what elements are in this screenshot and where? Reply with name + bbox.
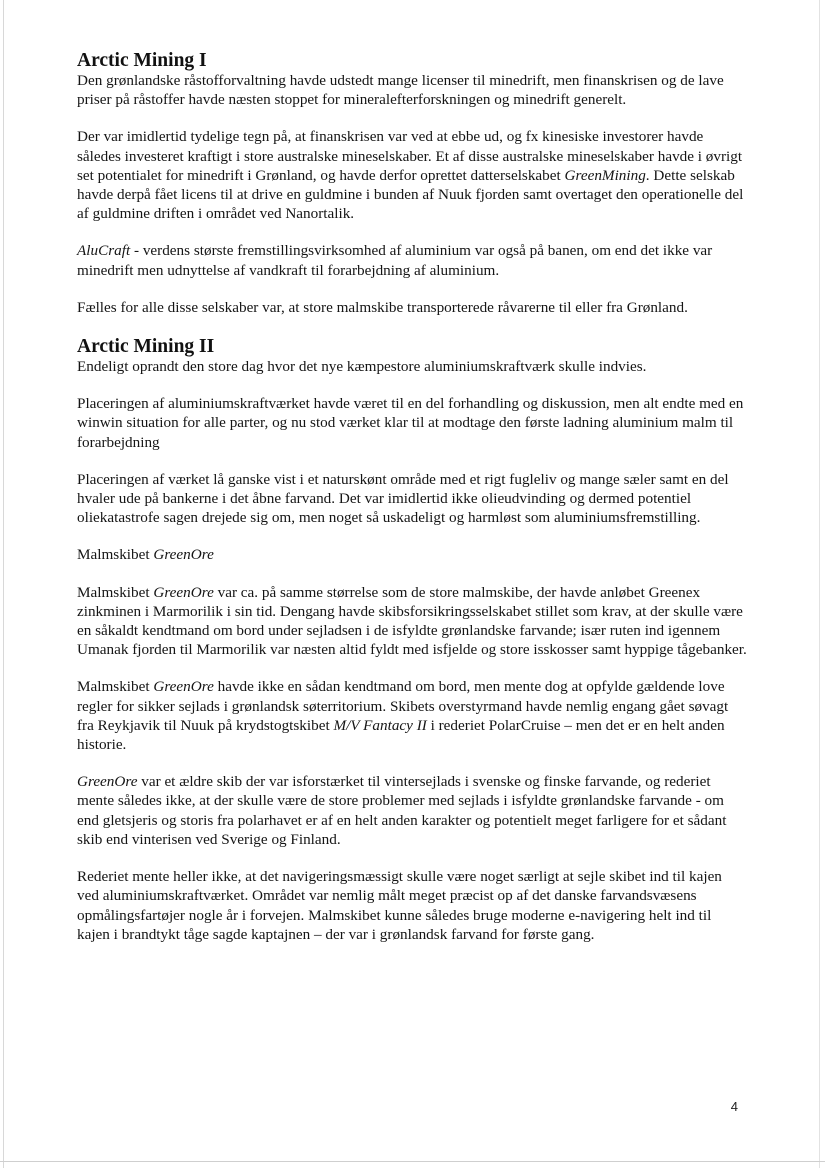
- text-run: i rederiet PolarCruise – men det er en helt anden historie.: [77, 716, 725, 754]
- text-run: Malmskibet: [77, 583, 154, 601]
- paragraph: [77, 394, 747, 452]
- text-run: Den grønlandske råstofforvaltning havde udstedt mange licenser til minedrift, men finanskrisen og de lave priser på råstoffer havde næsten stoppet for mineralefterforskningen og minedrift generelt.: [77, 72, 724, 109]
- section-heading: Arctic Mining II: [77, 336, 215, 358]
- italic-text: GreenOre: [153, 546, 214, 564]
- paragraph: [77, 127, 747, 223]
- paragraph: [77, 241, 747, 279]
- scan-edge-bottom: [0, 1161, 825, 1162]
- paragraph: [77, 677, 747, 754]
- italic-text: M/V Fantacy II: [333, 716, 427, 734]
- text-run: - verdens største fremstillingsvirksomhed af aluminium var også på banen, om end det ikke var minedrift men udnyttelse af vandkraft til forarbejdning af aluminium.: [77, 242, 713, 279]
- paragraph: [77, 298, 747, 317]
- page-number: 4: [730, 1099, 738, 1114]
- paragraph: [77, 357, 747, 376]
- text-run: var ca. på samme størrelse som de store malmskibe, der havde anløbet Greenex zinkminen i Marmorilik i sin tid. Dengang havde skibsforsikringsselskabet stillet som krav, at der skulle være en såkaldt kendtmand om bord under sejladsen i de isfyldte grønlandske farvande; især ruten ind igennem Umanak fjorden til Marmorilik var næsten altid fyldt med isfjelde og store isskosser samt hyppige tågebanker.: [77, 583, 747, 659]
- text-run: Fælles for alle disse selskaber var, at store malmskibe transporterede råvarerne til eller fra Grønland.: [77, 298, 688, 316]
- text-run: . Dette selskab havde derpå fået licens til at drive en guldmine i bunden af Nuuk fjorden samt overtaget den operationelle del af guldmine driften i området ved Nanortalik.: [77, 166, 744, 223]
- text-run: var et ældre skib der var isforstærket til vintersejlads i svenske og finske farvande, og rederiet mente således ikke, at der skulle være de store problemer med sejlads i isfyldte grønlandske farvande - om end gletsjeris og storis fra polarhavet er af en helt anden karakter og potentielt meget farligere for et sådant skib end vinterisen ved Sverige og Finland.: [77, 773, 727, 848]
- text-run: Malmskibet: [77, 546, 154, 564]
- italic-text: GreenMining: [564, 166, 646, 184]
- text-run: Malmskibet: [77, 678, 154, 696]
- section-heading: Arctic Mining I: [77, 50, 207, 71]
- paragraph: [77, 470, 747, 528]
- paragraph: [77, 772, 747, 849]
- paragraph: [77, 71, 747, 109]
- text-run: Der var imidlertid tydelige tegn på, at finanskrisen var ved at ebbe ud, og fx kinesiske investorer havde således investeret kraftigt i store australske mineselskaber. Et af disse australske mineselskaber havde i øvrigt set potentialet for minedrift i Grønland, og havde derfor oprettet datterselskabet: [77, 128, 743, 184]
- text-run: havde ikke en sådan kendtmand om bord, men mente dog at opfylde gældende love regler for sikker sejlads i grønlandsk søterritorium. Skibets overstyrmand havde nemlig engang gået søvagt fra Reykjavik til Nuuk på krydstogtskibet: [77, 678, 729, 734]
- paragraph: [77, 867, 747, 944]
- text-run: Placeringen af værket lå ganske vist i et naturskønt område med et rigt fugleliv og mange sæler samt en del hvaler ude på bankerne i det åbne farvand. Det var imidlertid ikke olieudvinding og dermed potentiel oliekatastrofe sagen drejede sig om, men noget så uskadeligt og harmløst som aluminiumsfremstilling.: [77, 470, 729, 527]
- paragraph: [77, 583, 747, 660]
- section-2: [77, 337, 747, 944]
- italic-text: GreenOre: [153, 583, 214, 601]
- italic-text: GreenOre: [153, 678, 214, 696]
- paragraph: [77, 545, 747, 564]
- section-1: [77, 51, 747, 317]
- text-run: Endeligt oprandt den store dag hvor det nye kæmpestore aluminiumskraftværk skulle indvies.: [77, 358, 647, 376]
- italic-text: AluCraft: [77, 242, 131, 260]
- text-run: Rederiet mente heller ikke, at det navigeringsmæssigt skulle være noget særligt at sejle skibet ind til kajen ved aluminiumskraftværket. Området var nemlig målt meget præcist op af det danske farvandsvæsens opmålingsfartøjer nogle år i forvejen. Malmskibet kunne således bruge moderne e-navigering helt ind til kajen i brandtykt tåge sagde kaptajnen – der var i grønlandsk farvand for første gang.: [77, 868, 722, 943]
- italic-text: GreenOre: [77, 773, 138, 791]
- scan-edge-right: [819, 0, 820, 1168]
- scan-edge-left: [3, 0, 4, 1168]
- text-run: Placeringen af aluminiumskraftværket havde været til en del forhandling og diskussion, men alt endte med en winwin situation for alle parter, og nu stod værket klar til at modtage den første ladning aluminium malm til forarbejdning: [77, 395, 744, 451]
- document-body: [77, 51, 747, 962]
